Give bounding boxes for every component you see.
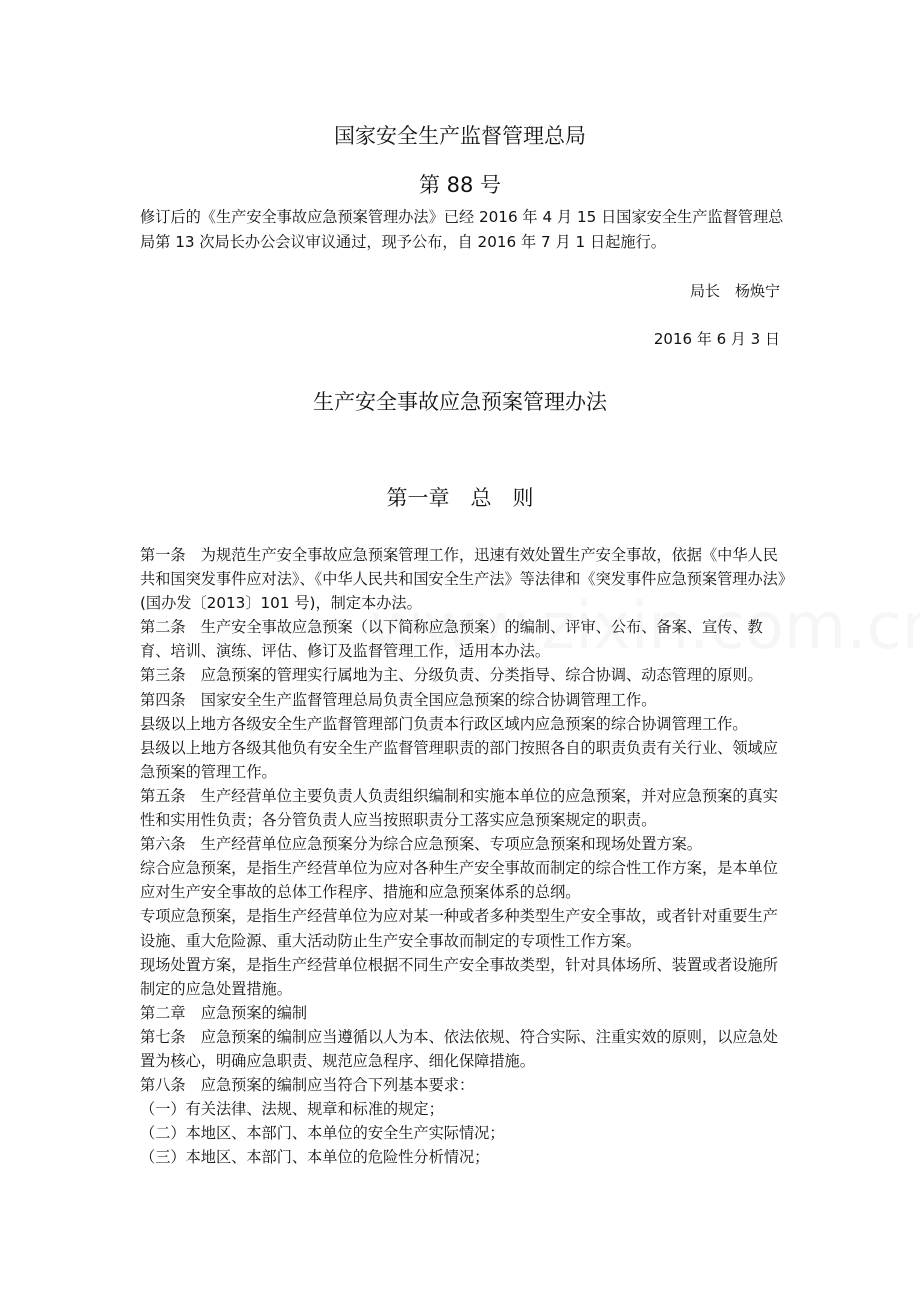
paragraph: 第八条 应急预案的编制应当符合下列基本要求： (140, 1076, 475, 1095)
paragraph: 第五条 生产经营单位主要负责人负责组织编制和实施本单位的应急预案，并对应急预案的真实性和实用性负责；各分管负责人应当按照职责分工落实应急预案规定的职责。 (140, 786, 778, 830)
signer: 局长 杨焕宁 (689, 282, 780, 300)
paragraph: 第三条 应急预案的管理实行属地为主、分级负责、分类指导、综合协调、动态管理的原则。 (140, 666, 763, 685)
paragraph: 综合应急预案，是指生产经营单位为应对各种生产安全事故而制定的综合性工作方案，是本单位应对生产安全事故的总体工作程序、措施和应急预案体系的总纲。 (140, 859, 778, 902)
list-item: （一）有关法律、法规、规章和标准的规定； (140, 1100, 444, 1119)
list-item: （三）本地区、本部门、本单位的危险性分析情况； (140, 1148, 490, 1167)
paragraph: 现场处置方案，是指生产经营单位根据不同生产安全事故类型，针对具体场所、装置或者设施所制定的应急处置措施。 (140, 955, 778, 998)
list-item: （二）本地区、本部门、本单位的安全生产实际情况； (140, 1124, 505, 1143)
paragraph: 县级以上地方各级安全生产监督管理部门负责本行政区域内应急预案的综合协调管理工作。 (140, 714, 748, 733)
paragraph: 第一条 为规范生产安全事故应急预案管理工作，迅速有效处置生产安全事故，依据《中华人民共和国突发事件应对法》、《中华人民共和国安全生产法》等法律和《突发事件应急预案管理办法》(国办发〔2013〕101 号)，制定本办法。 (140, 546, 786, 613)
order-number: 第 88 号 (418, 173, 502, 197)
paragraph: 专项应急预案，是指生产经营单位为应对某一种或者多种类型生产安全事故，或者针对重要生产设施、重大危险源、重大活动防止生产安全事故而制定的专项性工作方案。 (140, 907, 778, 950)
intro-paragraph: 修订后的《生产安全事故应急预案管理办法》已经 2016 年 4 月 15 日国家安全生产监督管理总局第 13 次局长办公会议审议通过，现予公布，自 2016 年 7 月 1 日起施行。 (140, 208, 784, 251)
document-title: 生产安全事故应急预案管理办法 (313, 390, 607, 414)
paragraph: 第四条 国家安全生产监督管理总局负责全国应急预案的综合协调管理工作。 (140, 690, 657, 709)
paragraph: 第二条 生产安全事故应急预案（以下简称应急预案）的编制、评审、公布、备案、宣传、教育、培训、演练、评估、修订及监督管理工作，适用本办法。 (140, 618, 763, 661)
document-body (140, 543, 792, 1169)
chapter-heading: 第二章 应急预案的编制 (140, 1003, 308, 1022)
chapter-title: 第一章 总 则 (386, 486, 534, 510)
paragraph: 县级以上地方各级其他负有安全生产监督管理职责的部门按照各自的职责负责有关行业、领域应急预案的管理工作。 (140, 738, 778, 781)
issue-date: 2016 年 6 月 3 日 (653, 330, 780, 348)
paragraph: 第六条 生产经营单位应急预案分为综合应急预案、专项应急预案和现场处置方案。 (140, 835, 702, 854)
agency-title: 国家安全生产监督管理总局 (334, 124, 586, 148)
paragraph: 第七条 应急预案的编制应当遵循以人为本、依法依规、符合实际、注重实效的原则，以应急处置为核心，明确应急职责、规范应急程序、细化保障措施。 (140, 1027, 778, 1070)
